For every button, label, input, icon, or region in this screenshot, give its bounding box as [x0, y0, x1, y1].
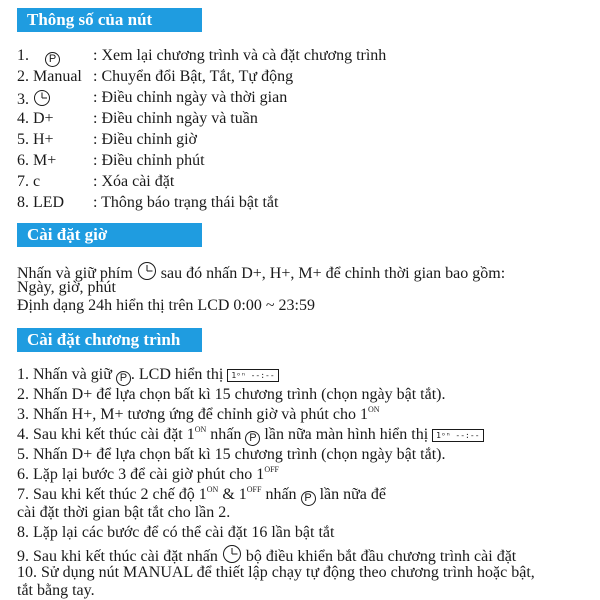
clock-icon: [137, 261, 157, 281]
step-1: 1. Nhấn và giữ P . LCD hiển thị 1ᵒⁿ --:--: [17, 366, 279, 386]
step-10-line2: tắt bằng tay.: [17, 582, 95, 599]
p-button-icon: P: [245, 431, 260, 446]
step-8: 8. Lặp lại các bước để có thể cài đặt 16 lần bật tắt: [17, 524, 335, 541]
step-5: 5. Nhấn D+ để lựa chọn bất kì 15 chương trình (chọn ngày bật tắt).: [17, 446, 446, 463]
clock-icon: [33, 89, 51, 107]
step-6: 6. Lặp lại bước 3 để cài giờ phút cho $1^{OFF}$: [17, 465, 279, 483]
clock-icon: [222, 544, 242, 564]
section-title: Cài đặt giờ: [27, 225, 108, 244]
step-9: 9. Sau khi kết thúc cài đặt nhấn bộ điều khiển bắt đầu chương trình cài đặt: [17, 544, 516, 566]
list-item: 1. P : Xem lại chương trình và cà đặt chương trình: [17, 47, 387, 65]
paragraph-line: Ngày, giờ, phút: [17, 279, 116, 296]
paragraph-line: Định dạng 24h hiển thị trên LCD 0:00 ~ 23:59: [17, 297, 315, 314]
list-item: 4. D+ : Điều chỉnh ngày và tuần: [17, 110, 258, 127]
list-item: 3. : Điều chỉnh ngày và thời gian: [17, 89, 288, 108]
p-button-icon: P: [116, 371, 131, 386]
step-7-line2: cài đặt thời gian bật tắt cho lần 2.: [17, 504, 231, 521]
list-item: 8. LED : Thông báo trạng thái bật tắt: [17, 194, 279, 211]
section-header-buttons: [17, 8, 202, 32]
lcd-display-icon: 1ᵒⁿ --:--: [227, 369, 278, 382]
list-item: 6. M+ : Điều chỉnh phút: [17, 152, 205, 169]
list-item: 5. H+ : Điều chỉnh giờ: [17, 131, 197, 148]
section-header-program: [17, 328, 202, 352]
section-header-time: [17, 223, 202, 247]
step-3: 3. Nhấn H+, M+ tương ứng để chỉnh giờ và phút cho $1^{ON}$: [17, 405, 380, 423]
section-title: Cài đặt chương trình: [27, 330, 181, 349]
section-title: Thông số của nút: [27, 10, 153, 29]
p-button-icon: P: [45, 52, 60, 67]
paragraph-line: Nhấn và giữ phím sau đó nhấn D+, H+, M+ để chỉnh thời gian bao gồm:: [17, 261, 505, 283]
list-item: 2. Manual : Chuyển đổi Bật, Tắt, Tự động: [17, 68, 294, 85]
step-10: 10. Sử dụng nút MANUAL để thiết lập chạy tự động theo chương trình hoặc bật,: [17, 564, 535, 581]
step-7: 7. Sau khi kết thúc 2 chế độ $1^{ON}$ & $1^{OFF}$ nhấn P lần nữa để: [17, 485, 386, 504]
p-button-icon: P: [301, 491, 316, 506]
list-item: 7. c : Xóa cài đặt: [17, 173, 175, 190]
step-4: 4. Sau khi kết thúc cài đặt $1^{ON}$ nhấn P lần nữa màn hình hiển thị 1ᵒⁿ --:--: [17, 426, 484, 446]
lcd-display-icon: 1ᵒⁿ --:--: [432, 429, 483, 442]
step-2: 2. Nhấn D+ để lựa chọn bất kì 15 chương trình (chọn ngày bật tắt).: [17, 386, 446, 403]
